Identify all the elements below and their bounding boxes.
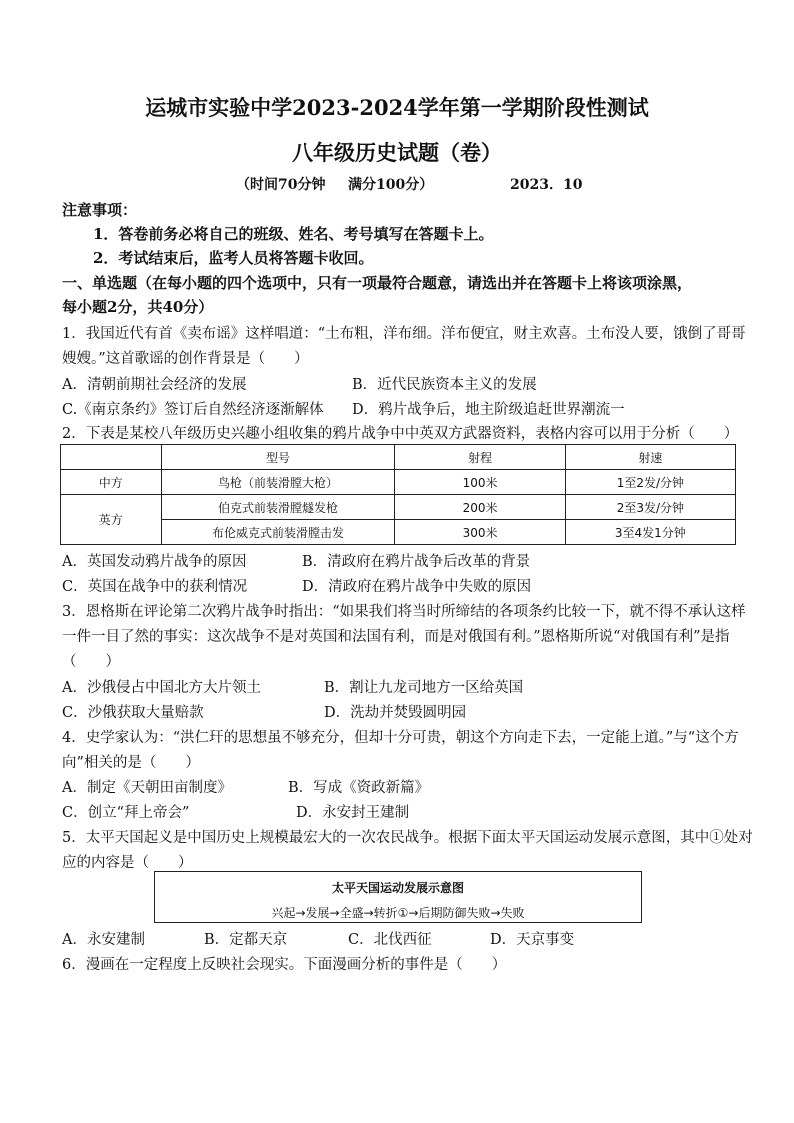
exam-title: 运城市实验中学2023-2024学年第一学期阶段性测试 [145, 95, 649, 120]
question-3-stem: 3．恩格斯在评论第二次鸦片战争时指出：“如果我们将当时所缔结的各项条约比较一下，就不得不承认这样 [62, 604, 746, 620]
question-1-stem-cont: 嫂嫂。”这首歌谣的创作背景是（ ） [62, 351, 309, 367]
table-cell: 布伦威克式前装滑膛击发 [161, 520, 395, 545]
q3-option-b: B．割让九龙司地方一区给英国 [324, 680, 524, 696]
table-header-cell: 射程 [395, 445, 565, 470]
table-cell: 伯克式前装滑膛燧发枪 [161, 495, 395, 520]
q3-option-c: C．沙俄获取大量赔款 [62, 705, 204, 721]
q5-option-b: B．定都天京 [204, 932, 288, 948]
question-1-stem: 1．我国近代有首《卖布谣》这样唱道：“土布粗，洋布细。洋布便宜，财主欢喜。土布没人要，饿倒了哥哥 [62, 326, 746, 342]
q3-option-a: A．沙俄侵占中国北方大片领土 [62, 680, 261, 696]
question-3-stem-cont2: （ ） [62, 654, 120, 670]
q1-option-a: A．清朝前期社会经济的发展 [62, 377, 247, 393]
note-item: 2．考试结束后，监考人员将答题卡收回。 [93, 249, 374, 267]
question-4-stem-cont: 向”相关的是（ ） [62, 755, 200, 771]
section-heading: 一、单选题（在每小题的四个选项中，只有一项最符合题意，请选出并在答题卡上将该项涂黑， [62, 274, 693, 292]
table-cell: 3至4发1分钟 [565, 520, 735, 545]
q2-option-a: A．英国发动鸦片战争的原因 [62, 554, 247, 570]
q1-option-b: B．近代民族资本主义的发展 [352, 377, 537, 393]
table-cell: 2至3发/分钟 [565, 495, 735, 520]
table-side-britain: 英方 [61, 495, 162, 545]
q1-option-c: C.《南京条约》签订后自然经济逐渐解体 [62, 402, 324, 418]
q4-option-c: C．创立“拜上帝会” [62, 805, 190, 821]
q2-option-b: B．清政府在鸦片战争后改革的背景 [302, 554, 531, 570]
q5-option-a: A．永安建制 [62, 932, 145, 948]
weapons-table [60, 444, 736, 545]
exam-date: 2023．10 [510, 177, 583, 193]
question-4-stem: 4．史学家认为：“洪仁玕的思想虽不够充分，但却十分可贵，朝这个方向走下去，一定能上道。”与“这个方 [62, 730, 739, 746]
q3-option-d: D．洗劫并焚毁圆明园 [324, 705, 467, 721]
q2-option-c: C．英国在战争中的获利情况 [62, 579, 248, 595]
question-3-stem-cont: 一件一目了然的事实：这次战争不是对英国和法国有利，而是对俄国有利。”恩格斯所说“对俄国有利”是指 [62, 629, 730, 645]
question-5-stem-cont: 应的内容是（ ） [62, 855, 193, 871]
table-header-cell [61, 445, 162, 470]
table-header-cell: 射速 [565, 445, 735, 470]
table-cell: 1至2发/分钟 [565, 470, 735, 495]
table-header-row [61, 445, 736, 470]
q5-option-d: D．天京事变 [490, 932, 575, 948]
note-item: 1．答卷前务必将自己的班级、姓名、考号填写在答题卡上。 [93, 225, 494, 243]
table-header-cell: 型号 [161, 445, 395, 470]
table-cell: 鸟枪（前装滑膛大枪） [161, 470, 395, 495]
diagram-title: 太平天国运动发展示意图 [331, 881, 464, 895]
table-side-china: 中方 [61, 470, 162, 495]
q4-option-d: D．永安封王建制 [296, 805, 410, 821]
question-6-stem: 6．漫画在一定程度上反映社会现实。下面漫画分析的事件是（ ） [62, 957, 507, 973]
taiping-flow-diagram [154, 871, 642, 923]
q2-option-d: D．清政府在鸦片战争中失败的原因 [302, 579, 532, 595]
table-row [61, 470, 736, 495]
table-cell: 100米 [395, 470, 565, 495]
section-heading-cont: 每小题2分，共40分） [62, 298, 214, 316]
table-row [61, 520, 736, 545]
table-row [61, 495, 736, 520]
q5-option-c: C．北伐西征 [348, 932, 432, 948]
q1-option-d: D．鸦片战争后，地主阶级追赶世界潮流一 [352, 402, 625, 418]
table-cell: 300米 [395, 520, 565, 545]
exam-score: 满分100分） [348, 177, 434, 193]
q4-option-a: A．制定《天朝田亩制度》 [62, 780, 232, 796]
q4-option-b: B．写成《资政新篇》 [288, 780, 430, 796]
exam-time: （时间70分钟 [236, 177, 326, 193]
question-2-stem: 2．下表是某校八年级历史兴趣小组收集的鸦片战争中中英双方武器资料，表格内容可以用于分析（ ） [62, 426, 739, 442]
exam-subtitle: 八年级历史试题（卷） [292, 140, 502, 165]
table-cell: 200米 [395, 495, 565, 520]
diagram-flow: 兴起→发展→全盛→转折①→后期防御失败→失败 [271, 906, 525, 920]
question-5-stem: 5．太平天国起义是中国历史上规模最宏大的一次农民战争。根据下面太平天国运动发展示意图，其中①处对 [62, 830, 753, 846]
notes-heading: 注意事项： [62, 201, 138, 219]
